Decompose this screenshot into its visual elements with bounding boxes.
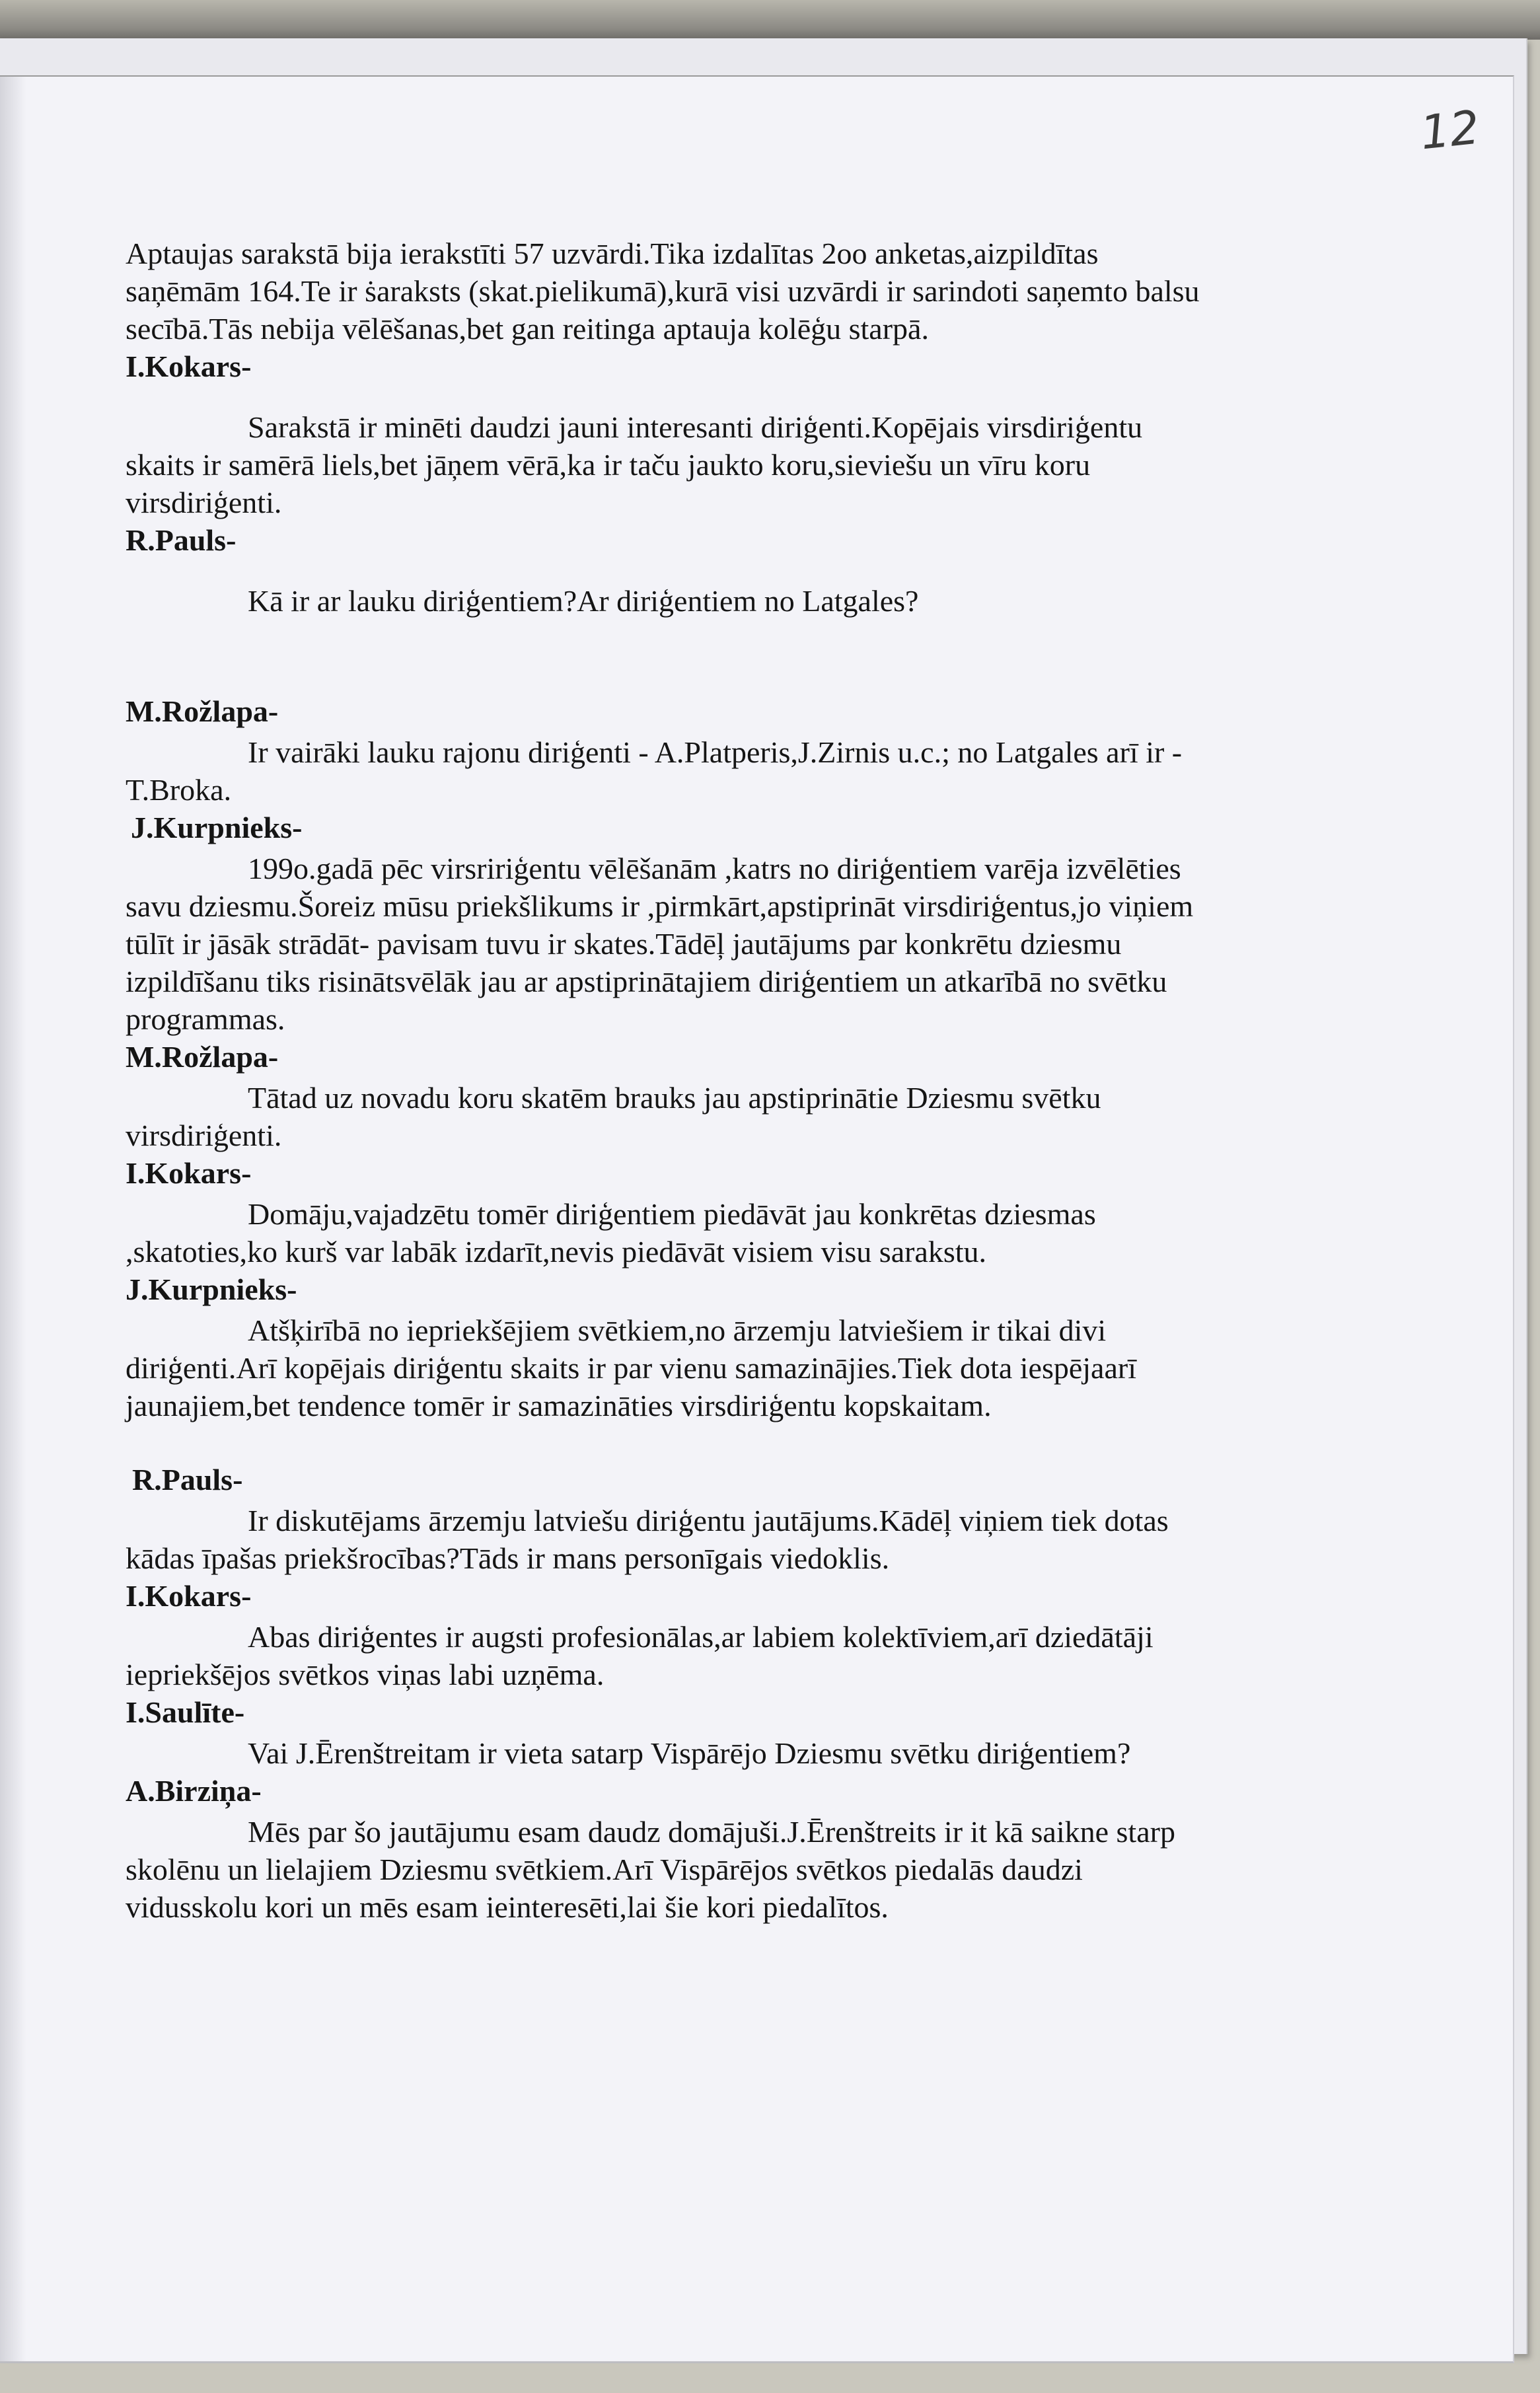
entry bbox=[126, 1270, 1335, 1461]
entry bbox=[126, 1577, 1335, 1693]
text-line: Kā ir ar lauku diriģentiem?Ar diriģentiem no Latgales? bbox=[248, 584, 919, 618]
entry bbox=[126, 348, 1335, 521]
entry bbox=[126, 1461, 1335, 1577]
text-line: virsdiriģenti. bbox=[126, 486, 282, 519]
speaker-name: R.Pauls- bbox=[126, 523, 237, 557]
text-line: Vai J.Ērenštreitam ir vieta satarp Vispārējo Dziesmu svētku diriģentiem? bbox=[248, 1736, 1131, 1770]
text-line: secībā.Tās nebija vēlēšanas,bet gan reitinga aptauja kolēģu starpā. bbox=[126, 312, 929, 346]
handwritten-page-number: 12 bbox=[1417, 100, 1483, 161]
text-line: Atšķirībā no iepriekšējiem svētkiem,no ārzemju latviešiem ir tikai divi bbox=[248, 1313, 1107, 1347]
speaker-name: I.Kokars- bbox=[126, 350, 252, 383]
text-line: skolēnu un lielajiem Dziesmu svētkiem.Arī Vispārējos svētkos piedalās daudzi bbox=[126, 1853, 1083, 1886]
text-line: Ir vairāki lauku rajonu diriģenti - A.Platperis,J.Zirnis u.c.; no Latgales arī ir - bbox=[248, 735, 1183, 769]
text-line: saņēmām 164.Te ir ṡaraksts (skat.pielikumā),kurā visi uzvārdi ir sarindoti saņemto balsu bbox=[126, 274, 1200, 308]
entry bbox=[126, 1693, 1335, 1772]
text-line: virsdiriģenti. bbox=[126, 1119, 282, 1152]
speaker-name: I.Kokars- bbox=[126, 1579, 252, 1613]
entry bbox=[126, 809, 1335, 1038]
entry bbox=[126, 1772, 1335, 1926]
text-line: iepriekšējos svētkos viņas labi uzņēma. bbox=[126, 1658, 605, 1691]
text-line: tūlīt ir jāsāk strādāt- pavisam tuvu ir skates.Tādēļ jautājums par konkrētu dziesmu bbox=[126, 927, 1122, 961]
text-line: programmas. bbox=[126, 1002, 285, 1036]
transcript-body bbox=[126, 235, 1335, 1926]
speaker-name: J.Kurpnieks- bbox=[126, 1272, 297, 1306]
text-line: skaits ir samērā liels,bet jāņem vērā,ka ir taču jaukto koru,sieviešu un vīru koru bbox=[126, 448, 1091, 482]
speaker-name: M.Rožlapa- bbox=[126, 694, 279, 728]
text-line: savu dziesmu.Šoreiz mūsu priekšlikums ir ,pirmkārt,apstiprināt virsdiriģentus,jo viņiem bbox=[126, 889, 1194, 923]
text-line: Mēs par šo jautājumu esam daudz domājuši.J.Ērenštreits ir it kā saikne starp bbox=[248, 1815, 1175, 1849]
text-line: T.Broka. bbox=[126, 773, 232, 807]
scan-background bbox=[0, 0, 1540, 40]
speaker-name: R.Pauls- bbox=[132, 1463, 243, 1496]
speaker-name: A.Birziņa- bbox=[126, 1774, 262, 1808]
intro-paragraph bbox=[126, 235, 1335, 348]
text-line: Domāju,vajadzētu tomēr diriģentiem piedāvāt jau konkrētas dziesmas bbox=[248, 1197, 1096, 1231]
text-line: jaunajiem,bet tendence tomēr ir samazināties virsdiriģentu kopskaitam. bbox=[126, 1389, 992, 1422]
entry bbox=[126, 521, 1335, 692]
text-line: vidusskolu kori un mēs esam ieinteresēti,lai šie kori piedalītos. bbox=[126, 1890, 889, 1924]
text-line: kādas īpašas priekšrocības?Tāds ir mans personīgais viedoklis. bbox=[126, 1541, 890, 1575]
text-line: Aptaujas sarakstā bija ierakstīti 57 uzvārdi.Tika izdalītas 2oo anketas,aizpildītas bbox=[126, 237, 1099, 270]
speaker-name: I.Kokars- bbox=[126, 1156, 252, 1190]
text-line: izpildīšanu tiks risinātsvēlāk jau ar apstiprinātajiem diriģentiem un atkarībā no svētku bbox=[126, 965, 1167, 998]
text-line: Abas diriģentes ir augsti profesionālas,ar labiem kolektīviem,arī dziedātāji bbox=[248, 1620, 1154, 1654]
text-line: diriģenti.Arī kopējais diriģentu skaits ir par vienu samazinājies.Tiek dota iespējaarī bbox=[126, 1351, 1136, 1385]
speaker-name: J.Kurpnieks- bbox=[131, 811, 303, 844]
entry bbox=[126, 692, 1335, 809]
speaker-name: I.Saulīte- bbox=[126, 1695, 245, 1729]
text-line: ,skatoties,ko kurš var labāk izdarīt,nevis piedāvāt visiem visu sarakstu. bbox=[126, 1235, 987, 1269]
text-line: Sarakstā ir minēti daudzi jauni interesanti diriģenti.Kopējais virsdiriģentu bbox=[248, 410, 1143, 444]
entry bbox=[126, 1154, 1335, 1270]
text-line: Ir diskutējams ārzemju latviešu diriģentu jautājums.Kādēļ viņiem tiek dotas bbox=[248, 1504, 1169, 1537]
text-line: 199o.gadā pēc virsririģentu vēlēšanām ,katrs no diriģentiem varēja izvēlēties bbox=[248, 852, 1181, 885]
speaker-name: M.Rožlapa- bbox=[126, 1040, 279, 1074]
text-line: Tātad uz novadu koru skatēm brauks jau apstiprinātie Dziesmu svētku bbox=[248, 1081, 1101, 1115]
entry bbox=[126, 1038, 1335, 1154]
